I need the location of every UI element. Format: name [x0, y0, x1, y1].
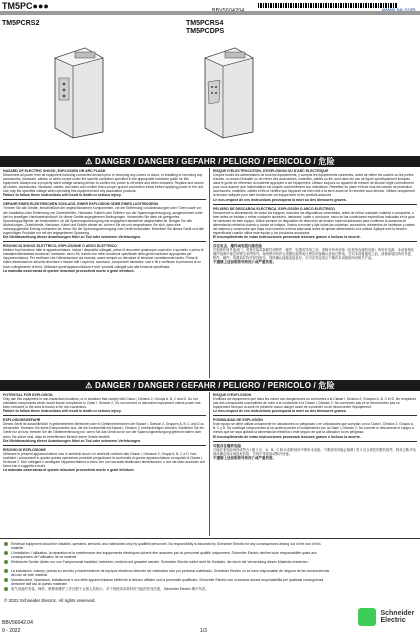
notice-fr-text: L'installation, l'utilisation, la réparation et la maintenance des équipements électriques doivent être assurées par du personnel qualifié uniquement. Schneider Electric décline toute responsabilité quant aux conséquences de l'utilisation de ce matériel. — [11, 551, 317, 559]
section2-left — [3, 393, 206, 535]
column-divider-2 — [209, 392, 210, 536]
de-fail-2: Die Nichtbeachtung dieser Anweisungen führt zu Tod oder schweren Verletzungen. — [3, 438, 142, 443]
notice-it — [4, 578, 334, 586]
it-body-1: Mettere fuori tensione tutte le apparecchiature, inclusi i dispositivi collegati, prima di rimuovere qualunque coperchio o sportello o prima di installare/disinstallare accessori, hardware, cavi o fili, tranne che nelle condizioni specificate nella guida hardware appropriata per l'apparecchiatura. Per verificare che l'alimentazione sia esclusa, usare sempre un rilevatore di tensione correttamente tarato. Prima di ridare alimentazione all'unità rimontare e fissare tutti i coperchi, accessori, componenti hardware, cavi e fili e verificare la presenza di un buon collegamento di terra. Utilizzare quest'apparecchiatura e tutti i prodotti collegati solo alla tensione specificata. — [3, 248, 204, 269]
footer-doc-code: BBV56042.04 — [2, 620, 33, 626]
it-fail-2: La mancata osservanza di queste istruzioni provocherà morte o gravi infortuni. — [3, 468, 135, 473]
de-fail-1: Die Nichtbeachtung dieser Anweisungen führt zu Tod oder schweren Verletzungen. — [3, 235, 142, 240]
model-right-1: TM5PCRS4 — [186, 20, 224, 27]
de-body-1: Trennen Sie alle Geräte, einschließlich der angeschlossenen Komponenten, vor der Entfernung von Abdeckungen oder Türen sowie vor der Installation oder Entfernung von Zubehörteilen, Hardware, Kabeln oder Drähten von der Spannungsversorgung, ausgenommen unter den im jeweiligen Hardwarehandbuch für dieser Geräte angegebenen Bedingungen. Verwenden Sie stets ein geeignetes Spannungsprüfgerät, um festzustellen, ob die Spannungsversorgung wie angegeben tatsächlich abgeschaltet ist. Bringen Sie alle Abdeckungen, Zubehörteile, Hardware, Kabel und Drähte wieder an, sichern Sie sie und vergewissern Sie sich, dass eine ordnungsgemäße Erdung vorhanden ist, bevor Sie die Spannungsversorgung zum Gerät einschalten. Betreiben Sie dieses Gerät und alle zugehörigen Produkte nur mit der angegebenen Spannung. — [3, 206, 204, 236]
es-body-1: Desconecte la alimentación de todos los equipos, incluidos los dispositivos conectados, antes de retirar cualquier cubierta o compuerta, o bien antes de instalar o retirar cualquier accesorio, hardware, cable o conductor, salvo en las condiciones específicas indicadas en la guía de hardware de este equipo. Utilice siempre un dispositivo de detección de tensión nominal adecuado para confirmar la ausencia de alimentación eléctrica cuando y donde se indique. Vuelva a montar y fijar todas las cubiertas, accesorios, elementos de hardware y cables del sistema y compruebe que haya una conexión a tierra adecuada antes de aplicar alimentación a la unidad. Aplique sólo la tensión especificada cuando utilice este equipo y los productos asociados. — [213, 210, 415, 236]
zh-title-1: 存在电击、爆炸或电弧闪烁危险 — [213, 244, 262, 249]
en-fail-1: Failure to follow these instructions will result in death or serious injury. — [3, 193, 122, 198]
it-fail-1: La mancata osservanza di queste istruzioni provocherà morte o gravi infortuni. — [3, 268, 135, 273]
page-number: 1/3 — [200, 628, 207, 634]
fr-fail-1: Le non-respect de ces instructions provoquera la mort ou des blessures graves. — [213, 197, 347, 202]
language-globe-icon — [4, 587, 8, 591]
zh-fail-1: 不遵循上述说明将导致死亡或严重伤害。 — [213, 260, 276, 265]
it-title-1: RISCHIO DI SHOCK ELETTRICO, ESPLOSIONE O ARCO ELETTRICO — [3, 244, 117, 249]
it-body-2: Utilizzare le presenti apparecchiature solo in ambienti sicuri o in ambienti conformi alla Classe I, Divisione 2, Gruppi A, B, C e D. Non sostituire i componenti in quanto questa operazione potrebbe pregiudicare la conformità di queste apparecchiature ai requisiti di Classe I, Divisione 2. Non collegare o scollegare l'apparecchiatura a meno che non sia stata disattivata l'alimentazione o non sia stato accertato che l'area non è soggetta a rischi. — [3, 451, 206, 468]
copyright: © 2022 Schneider Electric. All rights reserved. — [4, 598, 96, 603]
barcode — [258, 3, 398, 8]
zh-fail-2: 不遵循上述说明将导致死亡或严重伤害。 — [213, 455, 276, 460]
de-body-2: Dieses Gerät ist ausschließlich in gefahrenfreien Bereichen oder in Gefahrenbereichen der Klasse I, Division 2, Gruppen A, B, C und D zu verwenden. Ersetzen Sie keine Komponenten aus, die die Konformität mit Klasse I, Division 2, beeinträchtigen könnten. Schließen Sie ein Gerät nur an bzw. trennen Sie die Geräteverbindung nur, wenn Sie das Gerät zuvor von der Spannungsversorgung getrennt haben oder wenn Sie sicher sind, dass im betreffenden Bereich keine Gefahr besteht. — [3, 422, 205, 439]
danger-banner-2: ⚠ DANGER / DANGER / GEFAHR / PELIGRO / PERICOLO / 危险 — [0, 380, 420, 391]
it-title-2: RISCHIO DI ESPLOSIONE — [3, 447, 46, 452]
en-title-2: POTENTIAL FOR EXPLOSION — [3, 393, 53, 397]
notice-de — [4, 560, 334, 564]
es-title-1: PELIGRO DE DESCARGA ELÉCTRICA, EXPLOSIÓN O ARCO ELÉCTRICO — [213, 206, 335, 211]
fr-title-2: RISQUE D'EXPLOSION — [213, 393, 252, 397]
es-title-2: POSIBILIDAD DE EXPLOSIÓN — [213, 418, 263, 423]
danger-banner-1-text: DANGER / DANGER / GEFAHR / PELIGRO / PERICOLO / 危险 — [95, 157, 335, 166]
en-body-1: Disconnect all power from all equipment including connected devices prior to removing any covers or doors, or installing or removing any accessories, hardware, cables, or wires except under the specific conditions specified in the appropriate hardware guide for this equipment. Always use a properly rated voltage sensing device to confirm the power is off where and when indicated. Replace and secure all covers, accessories, hardware, cables, and wires and confirm that a proper ground connection exists before applying power to the unit. Use only the specified voltage when operating this equipment and any associated products. — [3, 173, 204, 194]
notice-zh — [4, 587, 334, 591]
schneider-logo — [358, 608, 418, 626]
section-rule — [0, 538, 420, 539]
language-globe-icon — [4, 551, 8, 555]
column-divider-1 — [209, 168, 210, 378]
model-right-2: TM5PCDPS — [186, 28, 225, 35]
de-title-2: EXPLOSIONSGEFAHR — [3, 418, 41, 423]
language-globe-icon — [4, 569, 8, 573]
notice-zh-text: 电气设备的安装、操作、维修和维护工作仅限于合格人员执行。对于因使用本资料所引起的任何后果，Schneider Electric 概不负责。 — [11, 587, 209, 591]
fr-fail-2: Le non-respect de ces instructions provoquera la mort ou des blessures graves. — [213, 409, 347, 414]
logo-line-2: Electric — [380, 617, 406, 624]
header-rule — [0, 11, 420, 15]
notice-fr — [4, 551, 334, 559]
document-title: TM5PC●●● — [2, 1, 49, 11]
es-body-2: Este equipo se debe utilizar únicamente en ubicaciones no peligrosas o en ubicaciones que cumplan con la Clase I, División 2, Grupos A, B, C y D. No sustituya componentes si se pudiera perder el cumplimiento con la Clase I, División 2. No conecte ni desconecte el equipo a menos que se haya quitado la alimentación eléctrica o esté seguro de que la ubicación no es peligrosa. — [213, 422, 414, 435]
language-globe-icon — [4, 578, 8, 582]
logo-line-1: Schneider — [380, 610, 415, 617]
notice-en — [4, 542, 334, 550]
en-body-2: Only use this equipment in non-hazardous locations, or in locations that comply with Class I, Division 2, Groups A, B, C and D. Do not substitute components which would impair compliance to Class I, Division 2. Do not connect or disconnect equipment unless power has been removed or the area is known to be non-hazardous. — [3, 397, 201, 410]
notice-it-text: Manutenzione, riparazioni, installazione e uso delle apparecchiature elettriche si devono affidare solo a personale qualificato. Schneider Electric non si assume alcuna responsabilità per qualsiasi conseguenza derivante dall'uso di questo materiale. — [11, 578, 324, 586]
zh-title-2: 可能存在爆炸危险 — [213, 443, 241, 448]
section2-right — [213, 393, 417, 535]
fr-body-1: Coupez toutes les alimentations de tous les équipements, y compris les équipements connectés, avant de retirer les caches ou les portes d'accès, ou avant d'installer ou de retirer des accessoires, matériels, câbles ou fils, sauf dans les cas de figure spécifiquement indiqués dans le guide de référence du matériel approprié à cet équipement. Utilisez toujours un appareil de mesure de tension réglé correctement pour vous assurer que l'alimentation est coupée conformément aux indications. Remettez en place et fixez tous les caches de protection, accessoires, matériels, câbles et fils et vérifiez que l'appareil est bien relié à la terre avant de le remettre sous tension. Utilisez uniquement la tension indiquée pour faire fonctionner cet équipement et les produits associés. — [213, 173, 415, 198]
en-title-1: HAZARD OF ELECTRIC SHOCK, EXPLOSION OR ARC FLASH — [3, 169, 106, 173]
language-globe-icon — [4, 542, 8, 546]
danger-banner-2-text: DANGER / DANGER / GEFAHR / PELIGRO / PERICOLO / 危险 — [95, 381, 335, 390]
device-illustration-left — [45, 40, 110, 140]
es-fail-1: El incumplimiento de estas instrucciones provocará lesiones graves o incluso la muerte. — [213, 235, 361, 240]
de-title-1: GEFAHR EINES ELEKTRISCHEN SCHLAGS, EINER EXPLOSION ODER EINES LICHTBOGENS — [3, 202, 159, 207]
language-globe-icon — [4, 560, 8, 564]
fr-body-2: N'utilisez cet équipement que dans les zones non dangereuses ou conformes à la Classe I, Division 2, Groupes A, B, C et D. Ne remplacez pas des composants susceptibles de nuire à la conformité à la Classe I, Division 2. Ne connectez pas et ne déconnectez pas un équipement tant que la zone ne présente aucun danger avant de connecter ou de déconnecter l'équipement. — [213, 397, 417, 410]
footer-date: 9 - 2022 — [2, 628, 21, 634]
zh-body-2: 只能在非危险场所或符合 I 级 2 区、A、B、C 和 D 组的场所中使用本设备。不要使用可能会削弱 I 类 2 区合规性的替代组件。除非已断开电源或确定该区域没有危险，否则不得连接或断开设备。 — [213, 447, 416, 456]
en-fail-2: Failure to follow these instructions will result in death or serious injury. — [3, 409, 122, 414]
zh-body-1: 在拆除任何外盖或门，或者安装或拆除任何附件、硬件、电缆或导线之前，请断开所有设备（包括所连接的设备）的所有电源，本设备相应硬件指南中规定的特定条件除外。始终使用具有合适额定值的电压感应设备确认设备已断电。在对本设备通电之前，请重新装回所有外盖、附件、硬件、电缆和导线并将其固定，同时确认接地连接良好。仅可在指定电压下操作本设备和所有相关产品。 — [213, 248, 415, 261]
device-illustration-right — [195, 40, 260, 140]
fr-title-1: RISQUE D'ÉLECTROCUTION, D'EXPLOSION OU D'ARC ÉLECTRIQUE — [213, 169, 329, 173]
section1-left — [3, 169, 206, 377]
model-left: TM5PCRS2 — [2, 20, 40, 27]
notice-de-text: Elektrische Geräte dürfen nur von Fachpersonal installiert, betrieben, bedient und gewartet werden. Schneider Electric haftet nicht für Schäden, die durch die Verwendung dieses Materials entstehen. — [11, 560, 309, 564]
section1-right — [213, 169, 417, 377]
es-fail-2: El incumplimiento de estas instrucciones provocará lesiones graves o incluso la muerte. — [213, 434, 361, 439]
notice-en-text: Electrical equipment should be installed, operated, serviced, and maintained only by qualified personnel. No responsibility is assumed by Schneider Electric for any consequences arising out of the use of this material. — [11, 542, 321, 550]
logo-mark-icon — [358, 608, 376, 626]
notice-es — [4, 569, 334, 577]
danger-banner-1: ⚠ DANGER / DANGER / GEFAHR / PELIGRO / PERICOLO / 危险 — [0, 156, 420, 167]
notice-es-text: La instalación, manejo, puesta en servicio y mantenimiento de equipos eléctricos deberán ser realizados sólo por personal cualificado. Schneider Electric no se hace responsable de ninguna de las consecuencias del uso de este material. — [11, 569, 330, 577]
